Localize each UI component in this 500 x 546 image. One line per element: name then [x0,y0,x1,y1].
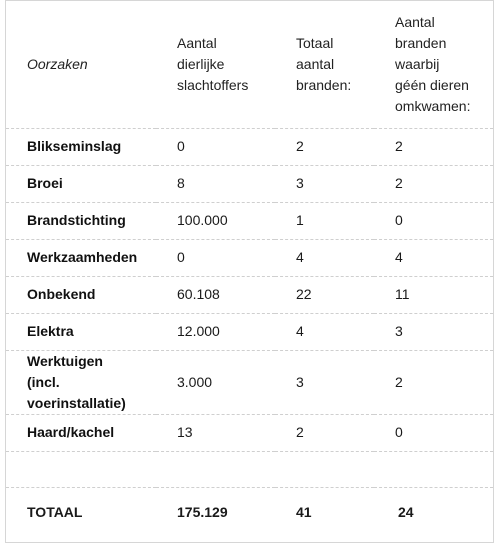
cause-cell [6,350,156,414]
table-row [6,165,493,202]
header-animal-victims [156,1,275,128]
cause-cell [6,414,156,451]
total-fires: 41 [296,504,312,521]
victims-cell: 13 [177,424,193,440]
header-fires-no-deaths [374,1,493,128]
victims-cell: 8 [177,175,185,191]
no-deaths-cell: 2 [395,373,403,390]
fires-cell: 3 [296,175,304,191]
empty-cell [374,451,493,487]
fires-cell: 2 [296,138,304,154]
header-causes-label: Oorzaken [27,55,88,72]
cause-label: Broei [27,175,63,191]
no-deaths-cell: 0 [395,212,403,228]
fires-cell: 22 [296,286,312,302]
victims-cell: 0 [177,249,185,265]
cause-cell [6,239,156,276]
header-animal-victims-line: dierlijke [177,55,225,72]
cause-label: Onbekend [27,286,96,302]
cause-cell [6,128,156,165]
empty-cell [156,451,275,487]
header-total-fires [275,1,374,128]
table-row [6,239,493,276]
fires-cell: 4 [296,249,304,265]
total-no-deaths: 24 [398,504,414,521]
cause-label: voerinstallatie) [27,394,126,411]
header-total-fires-line: Totaal [296,34,334,51]
fires-cell: 4 [296,323,304,339]
cause-cell [6,202,156,239]
victims-cell: 3.000 [177,373,213,390]
table-row [6,350,493,414]
header-total-fires-line: aantal [296,55,335,72]
header-fires-no-deaths-line: géén dieren [395,76,469,93]
empty-cell [275,451,374,487]
header-animal-victims-line: Aantal [177,34,217,51]
header-fires-no-deaths-line: omkwamen: [395,97,471,114]
no-deaths-cell: 2 [395,175,403,191]
fires-cell: 3 [296,373,304,390]
no-deaths-cell: 11 [395,286,410,302]
cause-cell [6,313,156,350]
no-deaths-cell: 2 [395,138,403,154]
header-fires-no-deaths-line: branden [395,34,447,51]
cause-label: Brandstichting [27,212,126,228]
cause-label: (incl. [27,373,60,390]
total-victims: 175.129 [177,504,228,521]
cause-label: Blikseminslag [27,138,122,154]
table-row [6,202,493,239]
empty-row [6,451,493,487]
table-row [6,276,493,313]
total-label: TOTAAL [27,504,83,521]
no-deaths-cell: 3 [395,323,403,339]
no-deaths-cell: 0 [395,424,403,440]
header-animal-victims-line: slachtoffers [177,76,249,93]
header-fires-no-deaths-line: Aantal [395,13,435,30]
cause-label: Werkzaamheden [27,249,138,265]
cause-cell [6,165,156,202]
cause-cell [6,276,156,313]
cause-label: Elektra [27,323,74,339]
table-row [6,128,493,165]
total-row [6,487,493,538]
table-row [6,414,493,451]
header-row [6,1,493,128]
no-deaths-cell: 4 [395,249,403,265]
fire-causes-table [6,1,493,538]
cause-label: Haard/kachel [27,424,115,440]
victims-cell: 0 [177,138,185,154]
header-causes [6,1,156,128]
cause-label: Werktuigen [27,352,103,369]
fire-causes-table-frame [5,0,494,543]
table-row [6,313,493,350]
empty-cell [6,451,156,487]
fires-cell: 2 [296,424,304,440]
victims-cell: 60.108 [177,286,220,302]
victims-cell: 12.000 [177,323,220,339]
fires-cell: 1 [296,212,304,228]
header-total-fires-line: branden: [296,76,352,93]
header-fires-no-deaths-line: waarbij [395,55,440,72]
victims-cell: 100.000 [177,212,228,228]
